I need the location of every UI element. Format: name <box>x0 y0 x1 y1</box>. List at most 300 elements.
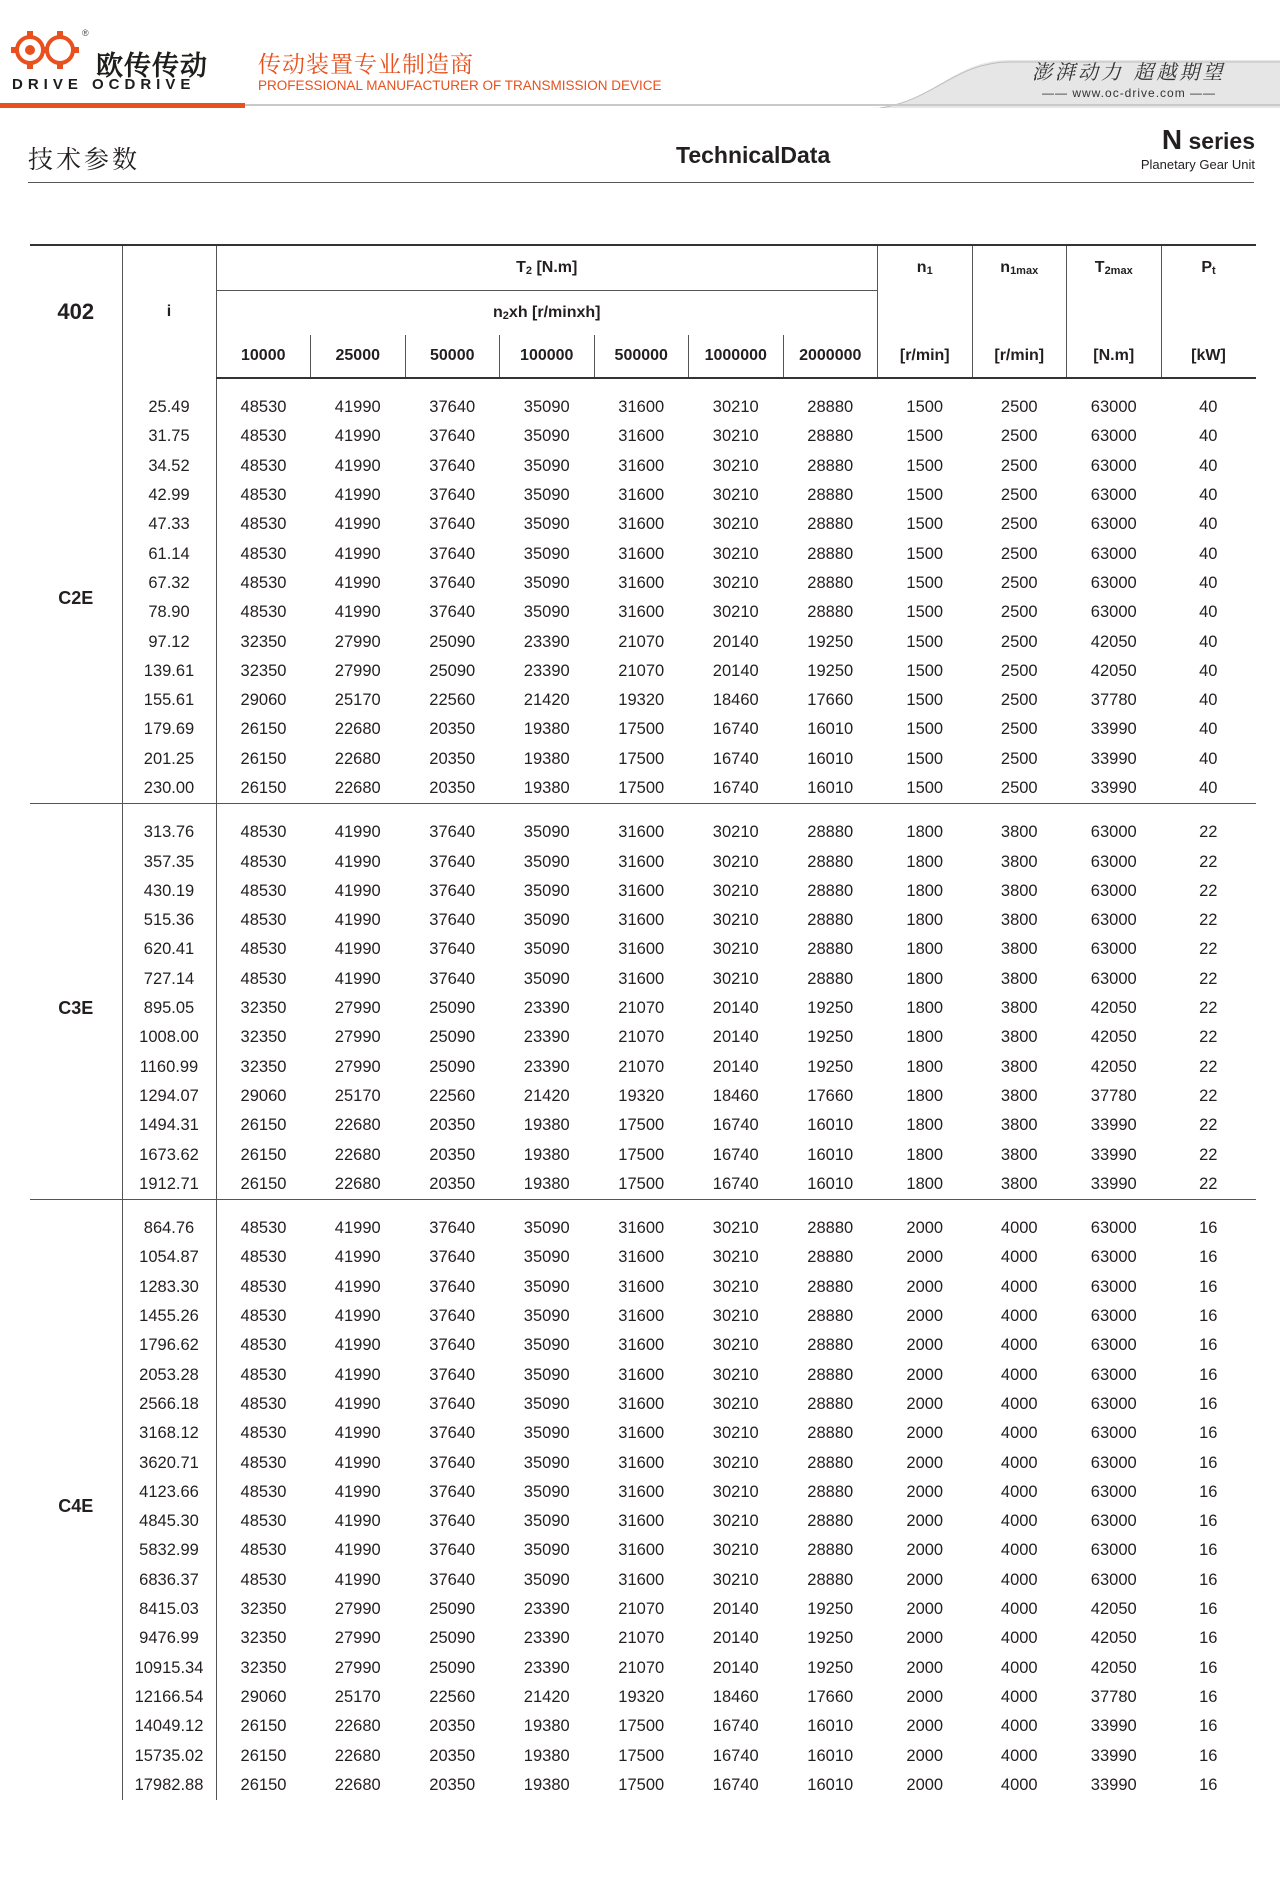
value-cell: 22680 <box>334 1717 381 1736</box>
value-cell: 41990 <box>334 911 381 930</box>
value-cell: 25090 <box>429 632 476 651</box>
value-cell: 37640 <box>429 1307 476 1326</box>
table-row <box>30 1023 1256 1052</box>
value-cell: 20350 <box>429 1775 476 1794</box>
page-header <box>0 0 1280 108</box>
ratio-cell: 1283.30 <box>122 1273 216 1302</box>
value-cell: 1800 <box>906 999 944 1018</box>
value-cell: 25090 <box>429 1057 476 1076</box>
value-cell: 30210 <box>712 852 759 871</box>
value-cell: 32350 <box>216 1023 311 1052</box>
value-cell: 48530 <box>216 598 311 627</box>
value-cell: 31600 <box>618 911 665 930</box>
ratio-cell: 430.19 <box>122 877 216 906</box>
ratio-cell: 47.33 <box>122 510 216 539</box>
value-cell: 2000 <box>906 1453 944 1472</box>
value-cell: 48530 <box>216 1302 311 1331</box>
value-cell: 40 <box>1199 720 1218 739</box>
value-cell: 4000 <box>1000 1687 1038 1706</box>
table-row <box>30 1273 1256 1302</box>
value-cell: 37640 <box>429 969 476 988</box>
value-cell: 21070 <box>618 1028 665 1047</box>
value-cell: 63000 <box>1090 1307 1137 1326</box>
value-cell: 30210 <box>712 1512 759 1531</box>
value-cell: 2000 <box>906 1746 944 1765</box>
value-cell: 41990 <box>334 852 381 871</box>
value-cell: 41990 <box>334 1541 381 1560</box>
value-cell: 20140 <box>712 661 759 680</box>
value-cell: 20140 <box>712 1629 759 1648</box>
value-cell: 2000 <box>906 1600 944 1619</box>
ratio-cell: 1455.26 <box>122 1302 216 1331</box>
value-cell: 35090 <box>523 603 570 622</box>
table-row <box>30 598 1256 627</box>
value-cell: 31600 <box>618 1307 665 1326</box>
value-cell: 33990 <box>1090 779 1137 797</box>
value-cell: 21070 <box>618 661 665 680</box>
value-cell: 2500 <box>1000 779 1038 797</box>
value-cell: 21070 <box>618 632 665 651</box>
value-cell: 26150 <box>216 745 311 774</box>
value-cell: 41990 <box>334 1248 381 1267</box>
table-row <box>30 1170 1256 1200</box>
value-cell: 27990 <box>334 1057 381 1076</box>
value-cell: 3800 <box>1000 1174 1038 1193</box>
value-cell: 2000 <box>906 1424 944 1443</box>
n2-subscript: 2 <box>502 310 509 322</box>
value-cell: 48530 <box>216 539 311 568</box>
value-cell: 40 <box>1199 749 1218 768</box>
ratio-cell: 357.35 <box>122 847 216 876</box>
value-cell: 18460 <box>712 1687 759 1706</box>
value-cell: 2000 <box>906 1365 944 1384</box>
value-cell: 1500 <box>906 691 944 710</box>
value-cell: 16010 <box>807 1145 854 1164</box>
value-cell: 28880 <box>807 852 854 871</box>
size-label: 402 <box>30 245 122 378</box>
value-cell: 3800 <box>1000 999 1038 1018</box>
value-cell: 37640 <box>429 1512 476 1531</box>
value-cell: 28880 <box>807 573 854 592</box>
value-cell: 22 <box>1199 881 1218 900</box>
value-cell: 31600 <box>618 573 665 592</box>
value-cell: 28880 <box>807 398 854 417</box>
value-cell: 63000 <box>1090 940 1137 959</box>
value-cell: 27990 <box>334 632 381 651</box>
value-cell: 28880 <box>807 486 854 505</box>
value-cell: 19250 <box>807 661 854 680</box>
ratio-cell: 3168.12 <box>122 1419 216 1448</box>
value-cell: 30210 <box>712 1394 759 1413</box>
value-cell: 63000 <box>1090 1336 1137 1355</box>
table-row <box>30 774 1256 804</box>
value-cell: 35090 <box>523 1365 570 1384</box>
table-row <box>30 1653 1256 1682</box>
value-cell: 35090 <box>523 1248 570 1267</box>
value-cell: 25090 <box>429 999 476 1018</box>
value-cell: 26150 <box>216 715 311 744</box>
value-cell: 4000 <box>1000 1775 1038 1794</box>
ratio-cell: 6836.37 <box>122 1566 216 1595</box>
value-cell: 35090 <box>523 1219 570 1238</box>
value-cell: 41990 <box>334 544 381 563</box>
value-cell: 22680 <box>334 779 381 797</box>
value-cell: 20350 <box>429 1116 476 1135</box>
value-cell: 26150 <box>216 1140 311 1169</box>
value-cell: 19250 <box>807 1600 854 1619</box>
value-cell: 19320 <box>618 1687 665 1706</box>
value-cell: 19250 <box>807 1028 854 1047</box>
value-cell: 3800 <box>1000 969 1038 988</box>
value-cell: 37640 <box>429 515 476 534</box>
value-cell: 41990 <box>334 1394 381 1413</box>
ratio-cell: 1912.71 <box>122 1170 216 1200</box>
value-cell: 2500 <box>1000 632 1038 651</box>
table-row <box>30 877 1256 906</box>
value-cell: 23390 <box>523 1629 570 1648</box>
value-cell: 17660 <box>807 691 854 710</box>
value-cell: 35090 <box>523 515 570 534</box>
value-cell: 1800 <box>906 1028 944 1047</box>
ratio-cell: 78.90 <box>122 598 216 627</box>
ratio-header: i <box>122 245 216 378</box>
ratio-cell: 864.76 <box>122 1214 216 1243</box>
table-row <box>30 906 1256 935</box>
value-cell: 31600 <box>618 1424 665 1443</box>
value-cell: 4000 <box>1000 1219 1038 1238</box>
value-cell: 63000 <box>1090 1512 1137 1531</box>
value-cell: 19320 <box>618 691 665 710</box>
website-url[interactable]: —— www.oc-drive.com —— <box>1042 86 1217 100</box>
value-cell: 28880 <box>807 515 854 534</box>
value-cell: 28880 <box>807 1336 854 1355</box>
value-cell: 31600 <box>618 603 665 622</box>
value-cell: 32350 <box>216 994 311 1023</box>
ratio-cell: 727.14 <box>122 965 216 994</box>
ratio-cell: 61.14 <box>122 539 216 568</box>
ratio-cell: 179.69 <box>122 715 216 744</box>
value-cell: 41990 <box>334 573 381 592</box>
value-cell: 2500 <box>1000 603 1038 622</box>
logo-chinese-name: 欧传传动 <box>96 51 208 81</box>
value-cell: 48530 <box>216 1478 311 1507</box>
value-cell: 20140 <box>712 999 759 1018</box>
value-cell: 25090 <box>429 1658 476 1677</box>
value-cell: 2000 <box>906 1775 944 1794</box>
value-cell: 2500 <box>1000 720 1038 739</box>
value-cell: 41990 <box>334 398 381 417</box>
value-cell: 26150 <box>216 1111 311 1140</box>
header-accent-rule <box>0 103 245 108</box>
value-cell: 63000 <box>1090 1277 1137 1296</box>
value-cell: 42050 <box>1090 1629 1137 1648</box>
value-cell: 40 <box>1199 691 1218 710</box>
table-row <box>30 1302 1256 1331</box>
value-cell: 4000 <box>1000 1512 1038 1531</box>
value-cell: 37640 <box>429 456 476 475</box>
value-cell: 2000 <box>906 1248 944 1267</box>
value-cell: 19250 <box>807 1658 854 1677</box>
value-cell: 48530 <box>216 1566 311 1595</box>
ratio-cell: 620.41 <box>122 935 216 964</box>
value-cell: 35090 <box>523 456 570 475</box>
table-row <box>30 1111 1256 1140</box>
value-cell: 20140 <box>712 1600 759 1619</box>
value-cell: 28880 <box>807 603 854 622</box>
value-cell: 22 <box>1199 852 1218 871</box>
value-cell: 20140 <box>712 1057 759 1076</box>
value-cell: 37640 <box>429 573 476 592</box>
ratio-cell: 230.00 <box>122 774 216 804</box>
value-cell: 1500 <box>906 456 944 475</box>
value-cell: 4000 <box>1000 1394 1038 1413</box>
t2-subscript: 2 <box>525 265 533 277</box>
value-cell: 30210 <box>712 544 759 563</box>
value-cell: 37640 <box>429 1453 476 1472</box>
value-cell: 17500 <box>618 1775 665 1794</box>
value-cell: 16740 <box>712 720 759 739</box>
value-cell: 31600 <box>618 1482 665 1501</box>
n2-col-header: 1000000 <box>689 335 784 378</box>
table-row <box>30 686 1256 715</box>
value-cell: 28880 <box>807 1512 854 1531</box>
value-cell: 48530 <box>216 1243 311 1272</box>
value-cell: 22680 <box>334 1145 381 1164</box>
value-cell: 48530 <box>216 847 311 876</box>
value-cell: 16 <box>1199 1453 1218 1472</box>
unit-header-pt: [kW] <box>1161 335 1256 378</box>
value-cell: 21070 <box>618 1629 665 1648</box>
value-cell: 16740 <box>712 1717 759 1736</box>
value-cell: 30210 <box>712 969 759 988</box>
value-cell: 37640 <box>429 852 476 871</box>
value-cell: 37640 <box>429 881 476 900</box>
value-cell: 22 <box>1199 1057 1218 1076</box>
value-cell: 40 <box>1199 544 1218 563</box>
value-cell: 35090 <box>523 573 570 592</box>
value-cell: 19380 <box>523 1717 570 1736</box>
ratio-cell: 2566.18 <box>122 1390 216 1419</box>
value-cell: 1500 <box>906 427 944 446</box>
value-cell: 63000 <box>1090 969 1137 988</box>
value-cell: 2000 <box>906 1512 944 1531</box>
value-cell: 25090 <box>429 1600 476 1619</box>
ratio-cell: 1494.31 <box>122 1111 216 1140</box>
value-cell: 41990 <box>334 1453 381 1472</box>
value-cell: 17500 <box>618 720 665 739</box>
value-cell: 30210 <box>712 1277 759 1296</box>
value-cell: 35090 <box>523 1570 570 1589</box>
value-cell: 41990 <box>334 823 381 842</box>
value-cell: 42050 <box>1090 632 1137 651</box>
value-cell: 16 <box>1199 1248 1218 1267</box>
value-cell: 3800 <box>1000 1145 1038 1164</box>
value-cell: 40 <box>1199 427 1218 446</box>
value-cell: 63000 <box>1090 1541 1137 1560</box>
value-cell: 23390 <box>523 632 570 651</box>
value-cell: 2500 <box>1000 749 1038 768</box>
value-cell: 19380 <box>523 1775 570 1794</box>
value-cell: 4000 <box>1000 1424 1038 1443</box>
value-cell: 31600 <box>618 1336 665 1355</box>
ratio-cell: 25.49 <box>122 393 216 422</box>
value-cell: 28880 <box>807 940 854 959</box>
value-cell: 41990 <box>334 969 381 988</box>
col-header-n1max: n1max <box>972 245 1067 291</box>
ratio-cell: 10915.34 <box>122 1653 216 1682</box>
value-cell: 28880 <box>807 544 854 563</box>
value-cell: 16740 <box>712 749 759 768</box>
value-cell: 3800 <box>1000 1116 1038 1135</box>
value-cell: 35090 <box>523 1482 570 1501</box>
value-cell: 35090 <box>523 486 570 505</box>
value-cell: 33990 <box>1090 1717 1137 1736</box>
group-label: C3E <box>58 998 94 1019</box>
table-row <box>30 539 1256 568</box>
value-cell: 35090 <box>523 1394 570 1413</box>
value-cell: 48530 <box>216 510 311 539</box>
value-cell: 4000 <box>1000 1248 1038 1267</box>
value-cell: 48530 <box>216 1507 311 1536</box>
value-cell: 23390 <box>523 1658 570 1677</box>
value-cell: 21070 <box>618 1658 665 1677</box>
value-cell: 37640 <box>429 1482 476 1501</box>
value-cell: 20350 <box>429 779 476 797</box>
value-cell: 63000 <box>1090 544 1137 563</box>
value-cell: 41990 <box>334 1512 381 1531</box>
value-cell: 30210 <box>712 427 759 446</box>
ratio-cell: 42.99 <box>122 481 216 510</box>
table-row <box>30 1741 1256 1770</box>
table-row <box>30 1361 1256 1390</box>
ratio-cell: 9476.99 <box>122 1624 216 1653</box>
table-row <box>30 393 1256 422</box>
value-cell: 30210 <box>712 1336 759 1355</box>
value-cell: 48530 <box>216 906 311 935</box>
value-cell: 1500 <box>906 779 944 797</box>
value-cell: 23390 <box>523 661 570 680</box>
value-cell: 40 <box>1199 398 1218 417</box>
ratio-cell: 14049.12 <box>122 1712 216 1741</box>
value-cell: 31600 <box>618 881 665 900</box>
value-cell: 16740 <box>712 1174 759 1193</box>
value-cell: 41990 <box>334 515 381 534</box>
value-cell: 30210 <box>712 486 759 505</box>
n2-col-header: 10000 <box>216 335 311 378</box>
group-spacer <box>30 378 1256 393</box>
value-cell: 22 <box>1199 1174 1218 1193</box>
value-cell: 27990 <box>334 999 381 1018</box>
value-cell: 30210 <box>712 456 759 475</box>
value-cell: 41990 <box>334 940 381 959</box>
value-cell: 28880 <box>807 1219 854 1238</box>
table-row <box>30 627 1256 656</box>
value-cell: 16 <box>1199 1541 1218 1560</box>
value-cell: 2000 <box>906 1277 944 1296</box>
ratio-cell: 67.32 <box>122 569 216 598</box>
ratio-cell: 1796.62 <box>122 1331 216 1360</box>
value-cell: 2000 <box>906 1658 944 1677</box>
tagline-chinese: 传动装置专业制造商 <box>258 51 474 77</box>
value-cell: 31600 <box>618 969 665 988</box>
value-cell: 32350 <box>216 657 311 686</box>
value-cell: 20140 <box>712 632 759 651</box>
value-cell: 27990 <box>334 1629 381 1648</box>
value-cell: 3800 <box>1000 1057 1038 1076</box>
value-cell: 19380 <box>523 1116 570 1135</box>
value-cell: 18460 <box>712 691 759 710</box>
value-cell: 22 <box>1199 1116 1218 1135</box>
registered-mark: ® <box>82 28 89 38</box>
n2-col-header: 50000 <box>405 335 500 378</box>
value-cell: 63000 <box>1090 911 1137 930</box>
value-cell: 28880 <box>807 427 854 446</box>
value-cell: 16010 <box>807 1174 854 1193</box>
value-cell: 48530 <box>216 481 311 510</box>
value-cell: 48530 <box>216 1361 311 1390</box>
value-cell: 1500 <box>906 720 944 739</box>
value-cell: 21420 <box>523 1086 570 1105</box>
ratio-cell: 15735.02 <box>122 1741 216 1770</box>
value-cell: 28880 <box>807 456 854 475</box>
col-header-n1: n1 <box>878 245 973 291</box>
value-cell: 63000 <box>1090 1365 1137 1384</box>
value-cell: 35090 <box>523 969 570 988</box>
value-cell: 1800 <box>906 1174 944 1193</box>
value-cell: 16740 <box>712 1116 759 1135</box>
value-cell: 3800 <box>1000 881 1038 900</box>
value-cell: 22 <box>1199 999 1218 1018</box>
value-cell: 4000 <box>1000 1570 1038 1589</box>
value-cell: 4000 <box>1000 1307 1038 1326</box>
value-cell: 22 <box>1199 823 1218 842</box>
value-cell: 27990 <box>334 1658 381 1677</box>
value-cell: 1800 <box>906 1145 944 1164</box>
value-cell: 28880 <box>807 1307 854 1326</box>
value-cell: 22 <box>1199 1028 1218 1047</box>
value-cell: 31600 <box>618 1277 665 1296</box>
value-cell: 4000 <box>1000 1453 1038 1472</box>
value-cell: 29060 <box>216 1683 311 1712</box>
unit-header-t2max: [N.m] <box>1067 335 1162 378</box>
value-cell: 30210 <box>712 911 759 930</box>
value-cell: 63000 <box>1090 427 1137 446</box>
table-row <box>30 1419 1256 1448</box>
value-cell: 22560 <box>429 691 476 710</box>
ratio-cell: 5832.99 <box>122 1536 216 1565</box>
value-cell: 22 <box>1199 969 1218 988</box>
value-cell: 35090 <box>523 1307 570 1326</box>
value-cell: 4000 <box>1000 1658 1038 1677</box>
value-cell: 2500 <box>1000 456 1038 475</box>
value-cell: 30210 <box>712 1570 759 1589</box>
value-cell: 48530 <box>216 422 311 451</box>
value-cell: 30210 <box>712 940 759 959</box>
value-cell: 63000 <box>1090 881 1137 900</box>
value-cell: 1800 <box>906 881 944 900</box>
value-cell: 41990 <box>334 456 381 475</box>
value-cell: 17660 <box>807 1687 854 1706</box>
value-cell: 35090 <box>523 1512 570 1531</box>
value-cell: 40 <box>1199 603 1218 622</box>
value-cell: 1500 <box>906 603 944 622</box>
value-cell: 41990 <box>334 1277 381 1296</box>
value-cell: 25170 <box>334 691 381 710</box>
value-cell: 4000 <box>1000 1600 1038 1619</box>
value-cell: 30210 <box>712 1424 759 1443</box>
ratio-cell: 97.12 <box>122 627 216 656</box>
table-row <box>30 1683 1256 1712</box>
